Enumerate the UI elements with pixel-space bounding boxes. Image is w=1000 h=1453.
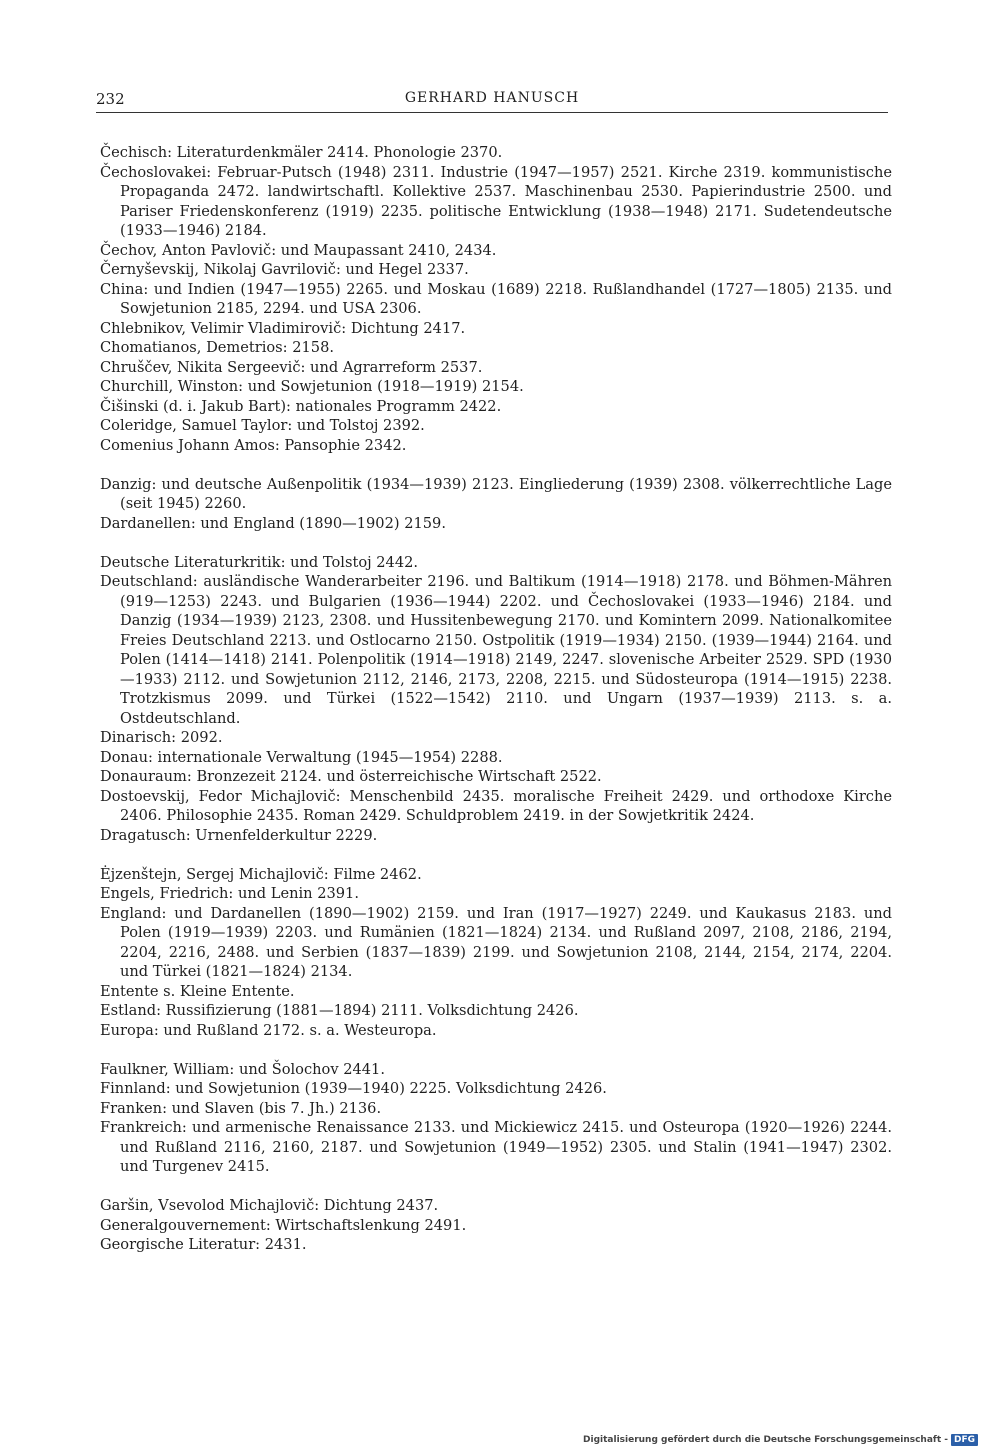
index-entry: Europa: und Rußland 2172. s. a. Westeuropa. bbox=[100, 1021, 437, 1039]
index-entry: Chlebnikov, Velimir Vladimirovič: Dichtung 2417. bbox=[100, 319, 466, 337]
page-number: 232 bbox=[96, 90, 125, 108]
credit-text: Digitalisierung gefördert durch die Deutsche Forschungsgemeinschaft - bbox=[583, 1435, 948, 1445]
index-entry: Franken: und Slaven (bis 7. Jh.) 2136. bbox=[100, 1099, 382, 1117]
index-entry: Estland: Russifizierung (1881—1894) 2111. Volksdichtung 2426. bbox=[100, 1002, 579, 1019]
index-entry: Donauraum: Bronzezeit 2124. und österreichische Wirtschaft 2522. bbox=[100, 768, 602, 785]
index-entry: Faulkner, William: und Šolochov 2441. bbox=[100, 1060, 385, 1078]
index-entry: Čechisch: Literaturdenkmäler 2414. Phonologie 2370. bbox=[100, 144, 503, 161]
index-entry: Donau: internationale Verwaltung (1945—1954) 2288. bbox=[100, 748, 503, 766]
running-head: GERHARD HANUSCH bbox=[404, 90, 580, 106]
index-entry: England: und Dardanellen (1890—1902) 2159. und Iran (1917—1927) 2249. und Kaukasus 2183. und Polen (1919—1939) 2203. und Rumänien (1821—1824) 2134. und Rußland 2097, 2108, 2186, 2194, 2204, 2216, 2488. und Serbien (1837—1839) 2199. und Sowjetunion 2108, 2144, 2154, 2174, 2204. und Türkei (1821—1824) 2134. bbox=[100, 904, 892, 980]
index-entry: Frankreich: und armenische Renaissance 2133. und Mickiewicz 2415. und Osteuropa (1920—1926) 2244. und Rußland 2116, 2160, 2187. und Sowjetunion (1949—1952) 2305. und Stalin (1941—1947) 2302. und Turgenev 2415. bbox=[100, 1119, 892, 1175]
index-entry: Comenius Johann Amos: Pansophie 2342. bbox=[100, 436, 407, 454]
index-entry: Garšin, Vsevolod Michajlovič: Dichtung 2437. bbox=[100, 1197, 439, 1214]
index-entry: Deutsche Literaturkritik: und Tolstoj 2442. bbox=[100, 553, 419, 571]
index-entry: Čechov, Anton Pavlovič: und Maupassant 2410, 2434. bbox=[100, 241, 497, 259]
index-entry: Engels, Friedrich: und Lenin 2391. bbox=[100, 885, 359, 902]
index-entry: Černyševskij, Nikolaj Gavrilovič: und Hegel 2337. bbox=[100, 261, 469, 278]
index-entry: Churchill, Winston: und Sowjetunion (1918—1919) 2154. bbox=[100, 378, 524, 395]
page-header bbox=[96, 88, 888, 113]
index-entry: Ėjzenštejn, Sergej Michajlovič: Filme 2462. bbox=[100, 865, 422, 883]
index-group bbox=[100, 475, 892, 534]
index-entry: Čišinski (d. i. Jakub Bart): nationales Programm 2422. bbox=[100, 397, 502, 415]
index-entry: Entente s. Kleine Entente. bbox=[100, 982, 295, 1000]
index-entry: Dinarisch: 2092. bbox=[100, 729, 223, 746]
index-entry: Dardanellen: und England (1890—1902) 2159. bbox=[100, 514, 446, 532]
index-entry: Chruščev, Nikita Sergeevič: und Agrarreform 2537. bbox=[100, 358, 483, 376]
index-entry: Generalgouvernement: Wirtschaftslenkung 2491. bbox=[100, 1216, 467, 1234]
index-body bbox=[100, 143, 892, 1274]
dfg-logo: DFG bbox=[951, 1434, 978, 1446]
index-entry: Dragatusch: Urnenfelderkultur 2229. bbox=[100, 826, 378, 844]
digitization-credit bbox=[583, 1433, 978, 1447]
index-entry: China: und Indien (1947—1955) 2265. und Moskau (1689) 2218. Rußlandhandel (1727—1805) 2135. und Sowjetunion 2185, 2294. und USA 2306. bbox=[100, 280, 892, 317]
index-group bbox=[100, 143, 892, 455]
index-group bbox=[100, 1060, 892, 1177]
index-entry: Coleridge, Samuel Taylor: und Tolstoj 2392. bbox=[100, 417, 425, 434]
index-entry: Danzig: und deutsche Außenpolitik (1934—1939) 2123. Eingliederung (1939) 2308. völkerrechtliche Lage (seit 1945) 2260. bbox=[100, 475, 892, 512]
index-entry: Chomatianos, Demetrios: 2158. bbox=[100, 339, 335, 356]
index-group bbox=[100, 553, 892, 846]
index-entry: Dostoevskij, Fedor Michajlovič: Menschenbild 2435. moralische Freiheit 2429. und orthodoxe Kirche 2406. Philosophie 2435. Roman 2429. Schuldproblem 2419. in der Sowjetkritik 2424. bbox=[100, 787, 892, 824]
index-group bbox=[100, 865, 892, 1041]
index-entry: Čechoslovakei: Februar-Putsch (1948) 2311. Industrie (1947—1957) 2521. Kirche 2319. kommunistische Propaganda 2472. landwirtschaftl. Kollektive 2537. Maschinenbau 2530. Papierindustrie 2500. und Pariser Friedenskonferenz (1919) 2235. politische Entwicklung (1938—1948) 2171. Sudetendeutsche (1933—1946) 2184. bbox=[100, 163, 892, 239]
index-entry: Deutschland: ausländische Wanderarbeiter 2196. und Baltikum (1914—1918) 2178. und Böhmen-Mähren (919—1253) 2243. und Bulgarien (1936—1944) 2202. und Čechoslovakei (1933—1946) 2184. und Danzig (1934—1939) 2123, 2308. und Hussitenbewegung 2170. und Komintern 2099. Nationalkomitee Freies Deutschland 2213. und Ostlocarno 2150. Ostpolitik (1919—1934) 2150. (1939—1944) 2164. und Polen (1414—1418) 2141. Polenpolitik (1914—1918) 2149, 2247. slovenische Arbeiter 2529. SPD (1930—1933) 2112. und Sowjetunion 2112, 2146, 2173, 2208, 2215. und Südosteuropa (1914—1915) 2238. Trotzkismus 2099. und Türkei (1522—1542) 2110. und Ungarn (1937—1939) 2113. s. a. Ostdeutschland. bbox=[100, 573, 892, 727]
index-entry: Georgische Literatur: 2431. bbox=[100, 1236, 307, 1253]
index-group bbox=[100, 1196, 892, 1255]
index-entry: Finnland: und Sowjetunion (1939—1940) 2225. Volksdichtung 2426. bbox=[100, 1080, 607, 1097]
